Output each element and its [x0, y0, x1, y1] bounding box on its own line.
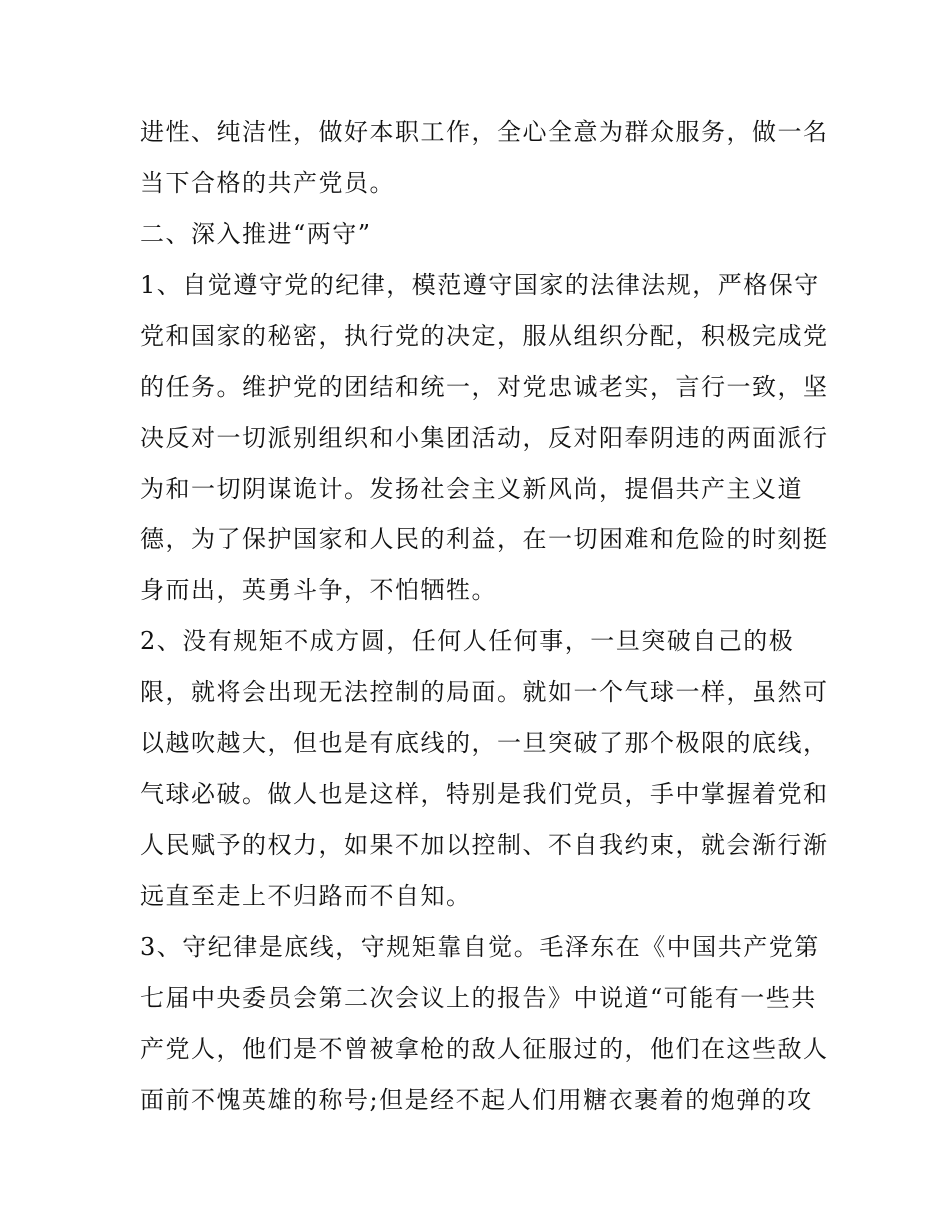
- text-line: 进性、纯洁性，做好本职工作，全心全意为群众服务，做一名: [140, 118, 829, 146]
- text-line: 七届中央委员会第二次会议上的报告》中说道“可能有一些共: [140, 984, 817, 1012]
- text-line: 产党人，他们是不曾被拿枪的敌人征服过的，他们在这些敌人: [140, 1035, 829, 1063]
- text-line: 2、没有规矩不成方圆，任何人任何事，一旦突破自己的极: [140, 627, 795, 655]
- section-heading: 二、深入推进“两守”: [140, 220, 372, 248]
- text-line: 党和国家的秘密，执行党的决定，服从组织分配，积极完成党: [140, 322, 829, 350]
- text-line: 以越吹越大，但也是有底线的，一旦突破了那个极限的底线，: [140, 729, 829, 757]
- text-line: 远直至走上不归路而不自知。: [140, 882, 472, 910]
- text-line: 当下合格的共产党员。: [140, 169, 395, 197]
- text-line: 面前不愧英雄的称号;但是经不起人们用糖衣裹着的炮弹的攻: [140, 1086, 813, 1114]
- text-line: 为和一切阴谋诡计。发扬社会主义新风尚，提倡共产主义道: [140, 475, 803, 503]
- text-line: 的任务。维护党的团结和统一，对党忠诚老实，言行一致，坚: [140, 373, 829, 401]
- text-line: 决反对一切派别组织和小集团活动，反对阳奉阴违的两面派行: [140, 424, 829, 452]
- text-line: 身而出，英勇斗争，不怕牺牲。: [140, 576, 497, 604]
- text-line: 1、自觉遵守党的纪律，模范遵守国家的法律法规，严格保守: [140, 271, 820, 299]
- text-line: 气球必破。做人也是这样，特别是我们党员，手中掌握着党和: [140, 780, 829, 808]
- text-line: 德，为了保护国家和人民的利益，在一切困难和危险的时刻挺: [140, 525, 829, 553]
- text-line: 限，就将会出现无法控制的局面。就如一个气球一样，虽然可: [140, 678, 829, 706]
- text-line: 3、守纪律是底线，守规矩靠自觉。毛泽东在《中国共产党第: [140, 933, 820, 961]
- text-line: 人民赋予的权力，如果不加以控制、不自我约束，就会渐行渐: [140, 831, 829, 859]
